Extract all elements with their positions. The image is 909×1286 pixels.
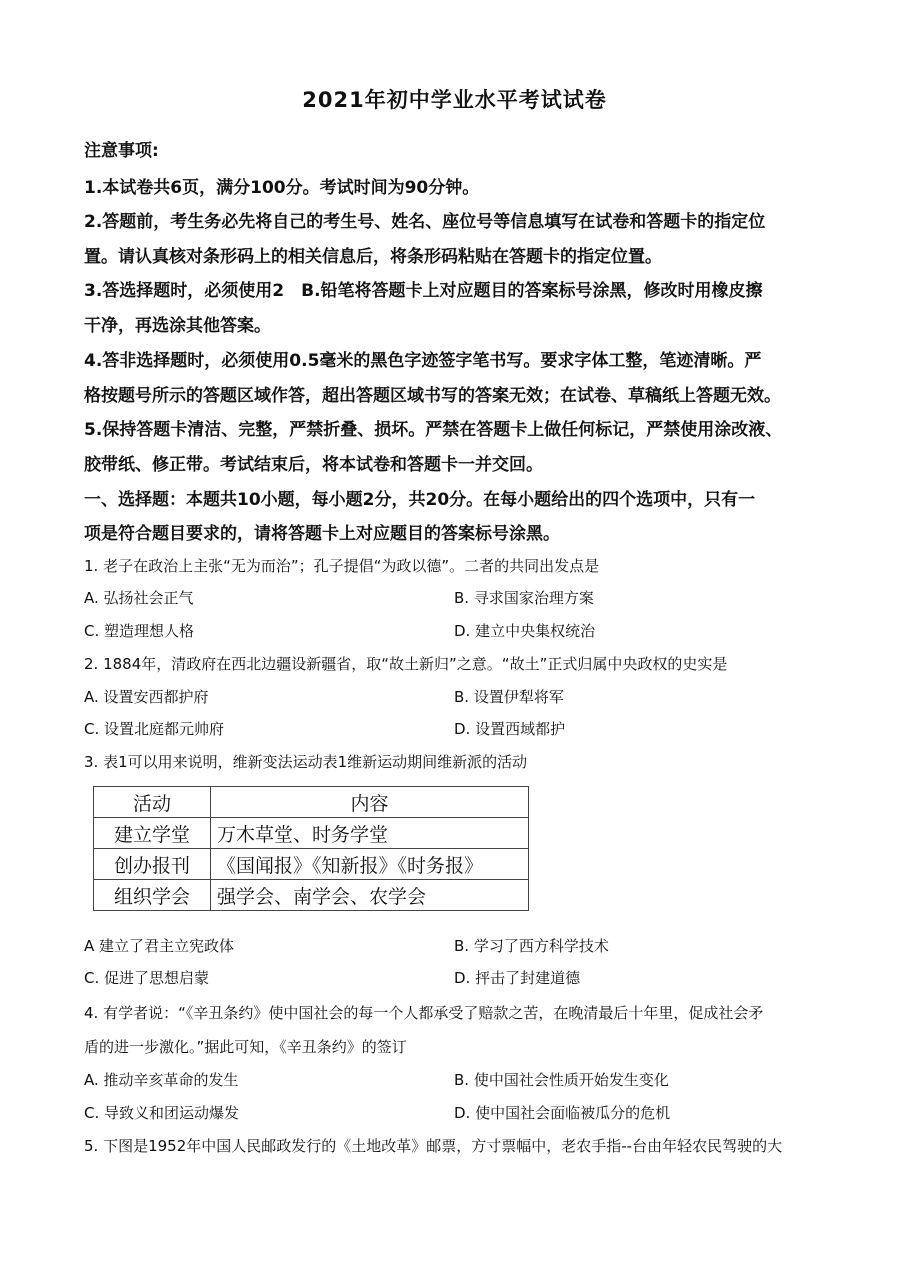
table-cell: 建立学堂 <box>94 818 211 849</box>
reform-activities-table <box>93 786 529 911</box>
notice-line: 置。请认真核对条形码上的相关信息后，将条形码粘贴在答题卡的指定位置。 <box>84 247 662 267</box>
question-4-option-c: C. 导致义和团运动爆发 <box>84 1104 240 1122</box>
question-3-option-b: B. 学习了西方科学技术 <box>454 937 609 955</box>
table-row <box>94 849 529 880</box>
notice-line: 干净，再选涂其他答案。 <box>84 316 271 336</box>
exam-title: 2021年初中学业水平考试试卷 <box>302 88 607 112</box>
question-1-stem: 1. 老子在政治上主张“无为而治”；孔子提倡“为政以德”。二者的共同出发点是 <box>84 557 600 575</box>
table-header-row <box>94 787 529 818</box>
question-2-option-d: D. 设置西域都护 <box>454 720 566 738</box>
notice-line: 1.本试卷共6页，满分100分。考试时间为90分钟。 <box>84 178 480 198</box>
question-4-option-d: D. 使中国社会面临被瓜分的危机 <box>454 1104 671 1122</box>
question-5-stem: 5. 下图是1952年中国人民邮政发行的《土地改革》邮票，方寸票幅中，老农手指--台由年轻农民驾驶的大 <box>84 1137 783 1155</box>
notice-line: 格按题号所示的答题区域作答，超出答题区域书写的答案无效；在试卷、草稿纸上答题无效。 <box>84 386 781 406</box>
question-1-option-c: C. 塑造理想人格 <box>84 622 195 640</box>
question-2-stem: 2. 1884年，清政府在西北边疆设新疆省，取“故土新归”之意。“故土”正式归属中央政权的史实是 <box>84 655 728 673</box>
question-1-option-b: B. 寻求国家治理方案 <box>454 589 594 607</box>
question-2-option-b: B. 设置伊犁将军 <box>454 688 564 706</box>
notice-line: 胶带纸、修正带。考试结束后，将本试卷和答题卡一并交回。 <box>84 455 543 475</box>
notice-line: 2.答题前，考生务必先将自己的考生号、姓名、座位号等信息填写在试卷和答题卡的指定位 <box>84 212 766 232</box>
question-4-stem: 盾的进一步激化。”据此可知，《辛丑条约》的签订 <box>84 1038 407 1056</box>
question-4-option-b: B. 使中国社会性质开始发生变化 <box>454 1071 669 1089</box>
question-2-option-a: A. 设置安西都护府 <box>84 688 209 706</box>
question-4-stem: 4. 有学者说：“《辛丑条约》使中国社会的每一个人都承受了赔款之苦，在晚清最后十年里，促成社会矛 <box>84 1004 764 1022</box>
table-cell: 万木草堂、时务学堂 <box>211 818 529 849</box>
question-1-option-a: A. 弘扬社会正气 <box>84 589 194 607</box>
question-3-option-a: A 建立了君主立宪政体 <box>84 937 235 955</box>
table-cell: 《国闻报》《知新报》《时务报》 <box>211 849 529 880</box>
table-cell: 创办报刊 <box>94 849 211 880</box>
question-2-option-c: C. 设置北庭都元帅府 <box>84 720 225 738</box>
table-cell: 组织学会 <box>94 880 211 911</box>
question-3-option-d: D. 抨击了封建道德 <box>454 969 581 987</box>
table-row <box>94 880 529 911</box>
table-header-activity: 活动 <box>94 787 211 818</box>
table-cell: 强学会、南学会、农学会 <box>211 880 529 911</box>
notice-line: 4.答非选择题时，必须使用0.5毫米的黑色字迹签字笔书写。要求字体工整，笔迹清晰。严 <box>84 351 762 371</box>
notice-line: 3.答选择题时，必须使用2 B.铅笔将答题卡上对应题目的答案标号涂黑，修改时用橡皮擦 <box>84 281 763 301</box>
table-header-content: 内容 <box>211 787 529 818</box>
question-3-stem: 3. 表1可以用来说明，维新变法运动表1维新运动期间维新派的活动 <box>84 753 528 771</box>
question-3-option-c: C. 促进了思想启蒙 <box>84 969 210 987</box>
table-row <box>94 818 529 849</box>
section-heading: 一、选择题：本题共10小题，每小题2分，共20分。在每小题给出的四个选项中，只有一 <box>84 490 756 510</box>
question-1-option-d: D. 建立中央集权统治 <box>454 622 596 640</box>
notice-heading: 注意事项: <box>84 141 159 161</box>
notice-line: 5.保持答题卡清洁、完整，严禁折叠、损坏。严禁在答题卡上做任何标记，严禁使用涂改液、 <box>84 420 783 440</box>
question-4-option-a: A. 推动辛亥革命的发生 <box>84 1071 239 1089</box>
section-heading: 项是符合题目要求的，请将答题卡上对应题目的答案标号涂黑。 <box>84 524 560 544</box>
